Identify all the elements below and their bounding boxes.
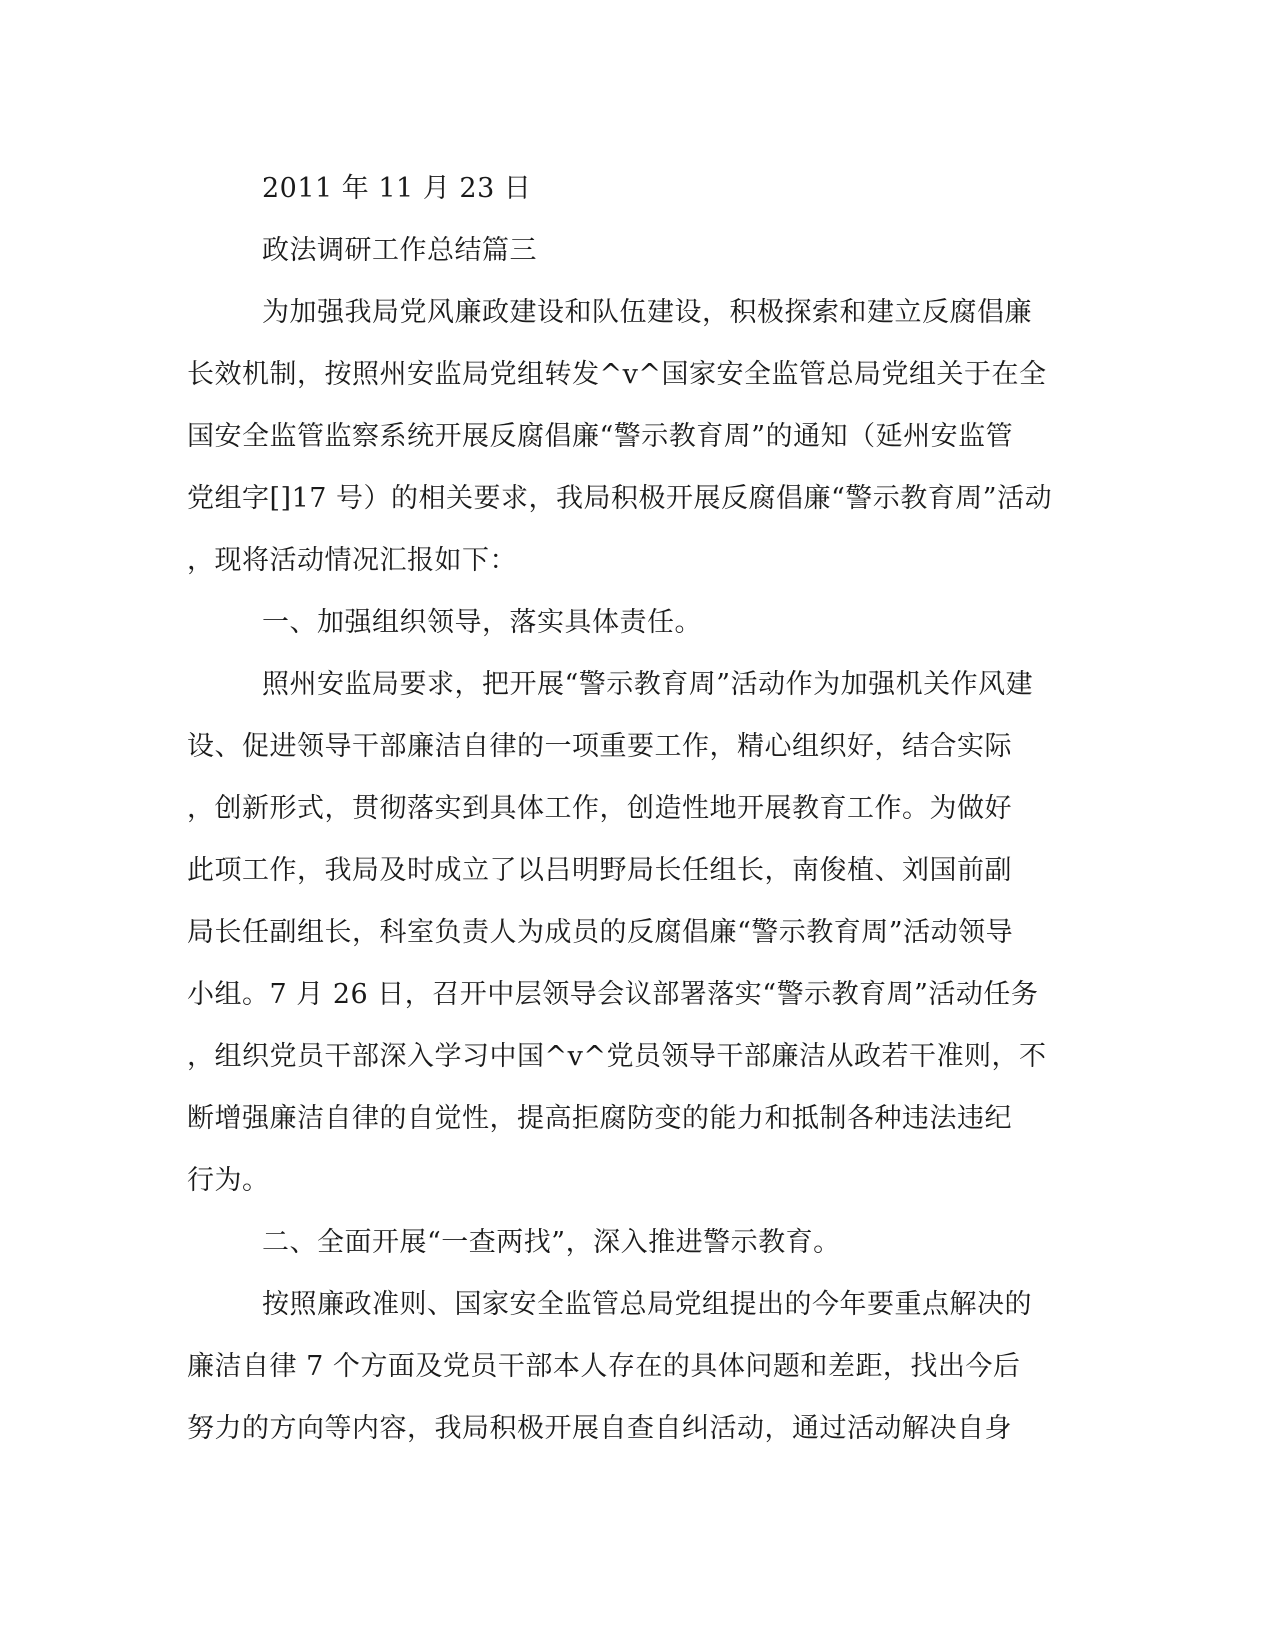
paragraph-line: 设、促进领导干部廉洁自律的一项重要工作，精心组织好，结合实际 <box>187 731 1012 762</box>
document-date: 2011 年 11 月 23 日 <box>262 173 532 204</box>
paragraph-line: 党组字[]17 号）的相关要求，我局积极开展反腐倡廉“警示教育周”活动 <box>187 483 1053 514</box>
paragraph-line: ，组织党员干部深入学习中国^v^党员领导干部廉洁从政若干准则，不 <box>187 1041 1047 1072</box>
paragraph-line: 廉洁自律 7 个方面及党员干部本人存在的具体问题和差距，找出今后 <box>187 1351 1021 1382</box>
paragraph-line: 小组。7 月 26 日，召开中层领导会议部署落实“警示教育周”活动任务 <box>187 979 1039 1010</box>
paragraph-line: 按照廉政准则、国家安全监管总局党组提出的今年要重点解决的 <box>262 1289 1032 1320</box>
section-heading: 一、加强组织领导，落实具体责任。 <box>262 607 702 638</box>
paragraph-line: 照州安监局要求，把开展“警示教育周”活动作为加强机关作风建 <box>262 669 1034 700</box>
paragraph-line: ，现将活动情况汇报如下： <box>187 545 517 576</box>
paragraph-line: 为加强我局党风廉政建设和队伍建设，积极探索和建立反腐倡廉 <box>262 297 1032 328</box>
section-heading: 二、全面开展“一查两找”，深入推进警示教育。 <box>262 1227 841 1258</box>
paragraph-line: 局长任副组长，科室负责人为成员的反腐倡廉“警示教育周”活动领导 <box>187 917 1014 948</box>
document-title: 政法调研工作总结篇三 <box>262 235 537 266</box>
paragraph-line: 长效机制，按照州安监局党组转发^v^国家安全监管总局党组关于在全 <box>187 359 1047 390</box>
paragraph-line: 行为。 <box>187 1165 270 1196</box>
paragraph-line: 断增强廉洁自律的自觉性，提高拒腐防变的能力和抵制各种违法违纪 <box>187 1103 1012 1134</box>
paragraph-line: 此项工作，我局及时成立了以吕明野局长任组长，南俊植、刘国前副 <box>187 855 1012 886</box>
paragraph-line: 国安全监管监察系统开展反腐倡廉“警示教育周”的通知（延州安监管 <box>187 421 1014 452</box>
paragraph-line: 努力的方向等内容，我局积极开展自查自纠活动，通过活动解决自身 <box>187 1413 1012 1444</box>
paragraph-line: ，创新形式，贯彻落实到具体工作，创造性地开展教育工作。为做好 <box>187 793 1012 824</box>
